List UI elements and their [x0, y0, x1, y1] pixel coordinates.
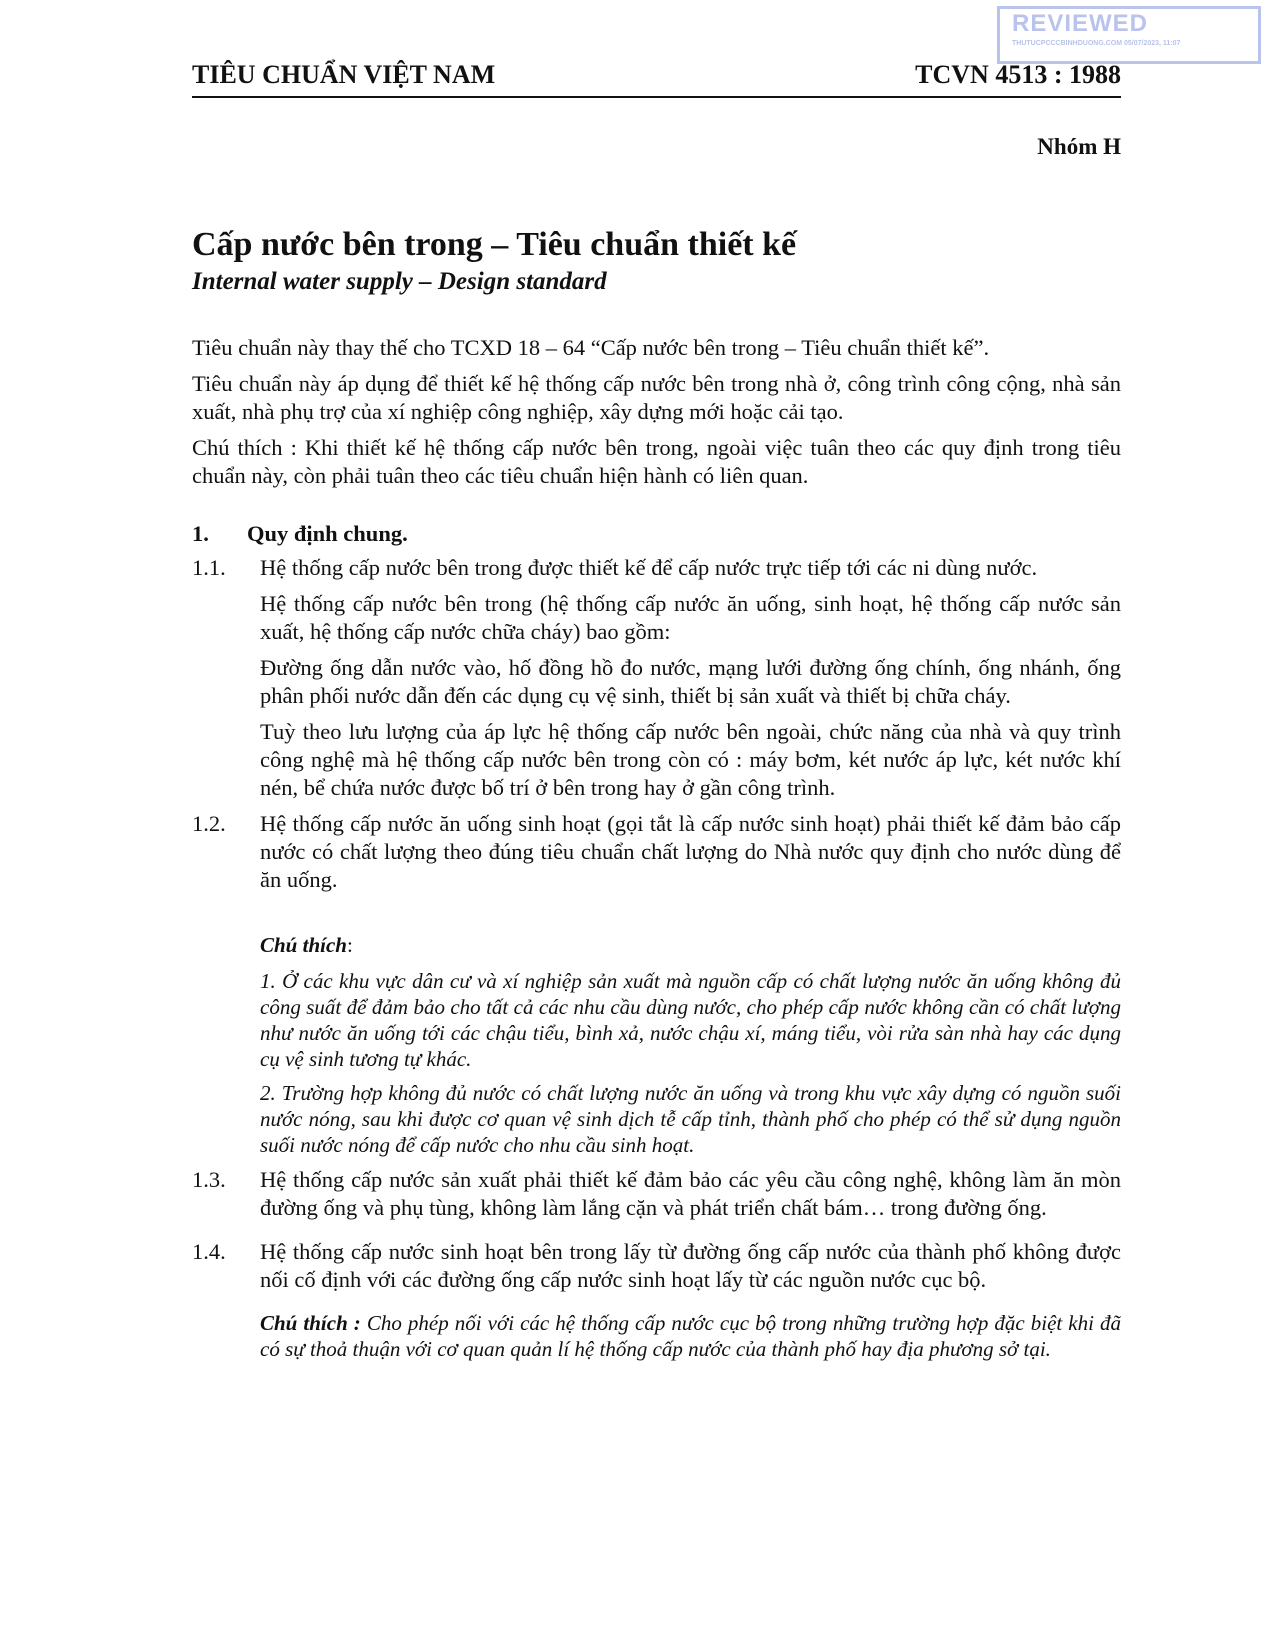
section-title: Quy định chung. [247, 521, 408, 546]
clause-number: 1.4. [192, 1239, 226, 1264]
standard-code: TCVN 4513 : 1988 [915, 60, 1121, 89]
clause-number: 1.2. [192, 811, 226, 836]
note-1-4 [260, 1310, 1121, 1362]
note-item: 2. Trường hợp không đủ nước có chất lượng nước ăn uống và trong khu vực xây dựng có nguồn suối nước nóng, sau khi được cơ quan vệ sinh dịch tễ cấp tỉnh, thành phố cho phép có thể sử dụng nguồn suối nước nóng để cấp nước cho nhu cầu sinh hoạt. [260, 1081, 1121, 1157]
note-label: Chú thích [260, 933, 347, 957]
document-subtitle: Internal water supply – Design standard [192, 268, 607, 295]
section-number: 1. [192, 521, 209, 546]
intro-note: Chú thích : Khi thiết kế hệ thống cấp nước bên trong, ngoài việc tuân theo các quy định trong tiêu chuẩn này, còn phải tuân theo các tiêu chuẩn hiện hành có liên quan. [192, 435, 1121, 488]
clause-paragraph: Hệ thống cấp nước bên trong được thiết kế để cấp nước trực tiếp tới các ni dùng nước. [260, 555, 1038, 580]
note-text: Cho phép nối với các hệ thống cấp nước cục bộ trong những trường hợp đặc biệt khi đã có sự thoả thuận với cơ quan quản lí hệ thống cấp nước của thành phố hay địa phương sở tại. [260, 1311, 1121, 1361]
group-label: Nhóm H [1037, 134, 1121, 159]
clause-paragraph: Hệ thống cấp nước ăn uống sinh hoạt (gọi tắt là cấp nước sinh hoạt) phải thiết kế đảm bảo cấp nước có chất lượng theo đúng tiêu chuẩn chất lượng do Nhà nước quy định cho nước dùng để ăn uống. [260, 811, 1121, 892]
intro-paragraph: Tiêu chuẩn này áp dụng để thiết kế hệ thống cấp nước bên trong nhà ở, công trình công cộng, nhà sản xuất, nhà phụ trợ của xí nghiệp công nghiệp, xây dựng mới hoặc cải tạo. [192, 371, 1121, 424]
document-title: Cấp nước bên trong – Tiêu chuẩn thiết kế [192, 226, 797, 263]
stamp-title: REVIEWED [1012, 10, 1149, 37]
clause-number: 1.3. [192, 1167, 226, 1192]
page-header [192, 56, 1121, 98]
clause-paragraph: Tuỳ theo lưu lượng của áp lực hệ thống cấp nước bên ngoài, chức năng của nhà và quy trình công nghệ mà hệ thống cấp nước bên trong còn có : máy bơm, két nước áp lực, két nước khí nén, bể chứa nước được bố trí ở bên trong hay ở gần công trình. [260, 719, 1121, 800]
note-item: 1. Ở các khu vực dân cư và xí nghiệp sản xuất mà nguồn cấp có chất lượng nước ăn uống không đủ công suất để đảm bảo cho tất cả các nhu cầu dùng nước, cho phép cấp nước không cần có chất lượng như nước ăn uống tới các chậu tiểu, bình xả, nước chậu xí, máng tiểu, vòi rửa sàn nhà hay các dụng cụ vệ sinh tương tự khác. [260, 969, 1121, 1071]
note-1-2 [260, 932, 1121, 1158]
standard-country-label: TIÊU CHUẨN VIỆT NAM [192, 60, 496, 89]
clause-paragraph: Hệ thống cấp nước bên trong (hệ thống cấp nước ăn uống, sinh hoạt, hệ thống cấp nước sản xuất, hệ thống cấp nước chữa cháy) bao gồm: [260, 591, 1121, 644]
note-heading [260, 932, 1121, 958]
clause-paragraph: Đường ống dẫn nước vào, hố đồng hồ đo nước, mạng lưới đường ống chính, ống nhánh, ống phân phối nước dẫn đến các dụng cụ vệ sinh, thiết bị sản xuất và thiết bị chữa cháy. [260, 655, 1121, 708]
note-paragraph [260, 1310, 1121, 1362]
clause-paragraph: Hệ thống cấp nước sản xuất phải thiết kế đảm bảo các yêu cầu công nghệ, không làm ăn mòn đường ống và phụ tùng, không làm lắng cặn và phát triển chất bám… trong đường ống. [260, 1167, 1121, 1220]
intro-paragraph: Tiêu chuẩn này thay thế cho TCXD 18 – 64 “Cấp nước bên trong – Tiêu chuẩn thiết kế”. [192, 335, 990, 360]
clause-1-1 [192, 554, 1121, 802]
note-label: Chú thích : [260, 1311, 361, 1335]
clause-1-2 [192, 810, 1121, 902]
clause-paragraph: Hệ thống cấp nước sinh hoạt bên trong lấy từ đường ống cấp nước của thành phố không được nối cố định với các đường ống cấp nước sinh hoạt lấy từ các nguồn nước cục bộ. [260, 1239, 1121, 1292]
note-colon: : [346, 933, 353, 957]
clause-1-3 [192, 1166, 1121, 1230]
stamp-subtitle: THUTUCPCCCBINHDUONG.COM 05/07/2023, 11:07 [1012, 40, 1181, 47]
clause-1-4 [192, 1238, 1121, 1302]
document-body [192, 334, 1121, 1370]
section-heading [192, 520, 1121, 548]
clause-number: 1.1. [192, 555, 226, 580]
